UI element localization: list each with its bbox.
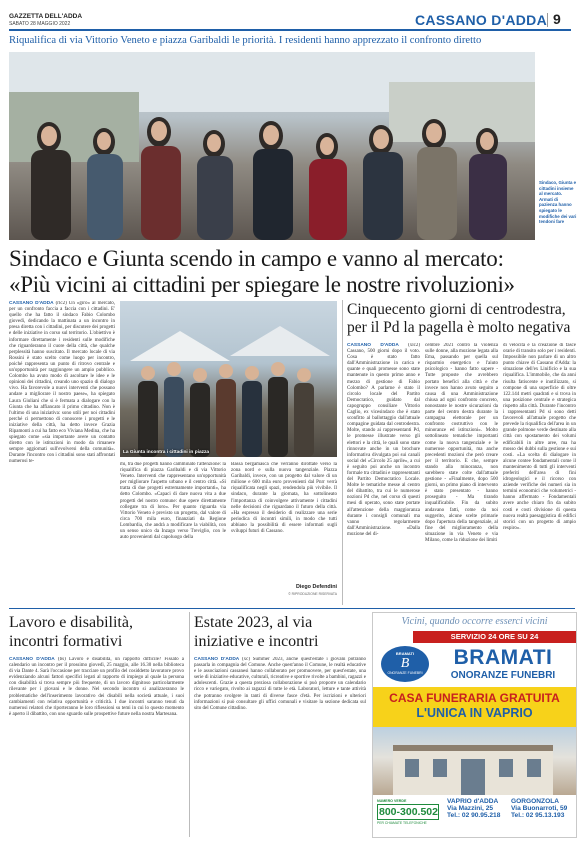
ad-service-banner: SERVIZIO 24 ORE SU 24	[413, 631, 576, 643]
ad-loc1-tel: Tel.: 02 90.95.218	[447, 812, 501, 819]
main-article-author: Diego Defendini	[295, 584, 337, 590]
crowd-illustration	[9, 52, 535, 240]
ad-logo	[381, 646, 429, 682]
main-article-col-3-text: Bassa bergamasca che verranno dirottate verso la zona nord e sulla nuova tangenziale. Piazza Garibaldi, invece, con un progetto dal valore di un milione e 600 mila euro provenienti dal Pnrr verrà riqualificata negli spazi, rendendola più vivibile. Il sindaco, durante la giornata, ha sottolineato l'importanza di coinvolgere attivamente i cittadini nelle decisioni che riguardano il futuro della città. «Ha espresso il desiderio di realizzare una serie periodica di incontri simili, in modo che tutti abbiano la possibilità di essere informati sugli sviluppi futuri di Cassano.	[231, 462, 337, 535]
ad-green-number: 800-300.502	[379, 806, 438, 818]
bottom-section-rule	[9, 608, 575, 609]
centrodestra-title-line-1: Cinquecento giorni di centrodestra,	[347, 301, 566, 318]
estate-title-line-1: Estate 2023, al via	[194, 614, 313, 631]
paper-name: GAZZETTA DELL'ADDA	[9, 13, 83, 20]
giunta-photo	[120, 301, 337, 457]
main-article-rights: © RIPRODUZIONE RISERVATA	[288, 592, 337, 596]
headline-line-2: «Più vicini ai cittadini per spiegare le nostre rivoluzioni»	[9, 272, 515, 297]
kicker: Riqualifica di via Vittorio Veneto e piazza Garibaldi le priorità. I residenti hanno apprezzato il confronto diretto	[9, 35, 482, 46]
ad-location-gorgonzola	[511, 798, 575, 819]
headline	[9, 246, 575, 298]
ad-location-vaprio	[447, 798, 509, 819]
main-article-col-1-text: (rlc2) Un «giro» al mercato, per un confronto faccia a faccia con i cittadini. E' quello che ha fatto il sindaco Fabio Colombo giovedì, dedicando la mattinata a un incontro in presa diretta con i cittadini, per discutere dei progetti e delle iniziative in corso sul territorio. L'obiettivo è informare direttamente i residenti sulle modifiche che riguarderanno il cuore della città, che qualche perplessità hanno suscitato. Il mercato locale di via Rossini è stato scelto come luogo per incontro, poiché rappresenta un punto di ritrovo centrale e un'opportunità per raggiungere un ampio pubblico. Colombo ha avuto modo di ascoltare le idee e le opinioni dei cittadini, creando uno spazio di dialogo vivo. Ha favorevole a nuovi interventi che possano andare a migliorare il nostro paese», ha spiegato Laura Giuliani che si è fermata a dialogare con la Giunta che ha affiancato il primo cittadino. Non è l'ultimo di una iniziativa: sono utili per noi cittadini perché ci permettono di conoscere i progetti e le iniziative della città, ha detto invece Grazia Ripamonti a cui ha fatto eco Viviana Medina, che ha spiegato come «sia importante avere un contatto diretto con le istituzioni in modo da rimanere sempre aggiornati sull'evolversi della comunità». Durante l'incontro con i cittadini sono stati affrontati numerosi te-	[9, 301, 115, 465]
ad-line-1: CASA FUNERARIA GRATUITA	[389, 691, 560, 705]
ad-contacts	[373, 795, 576, 837]
market-crowd-photo	[9, 52, 535, 240]
ad-loc2-city: GORGONZOLA	[511, 798, 559, 805]
centrodestra-col-1	[347, 343, 420, 605]
centrodestra-tag: CASSANO D'ADDA	[347, 343, 399, 348]
page-number: 9	[553, 11, 561, 27]
estate-title	[194, 613, 374, 651]
ad-brand: BRAMATI	[453, 646, 553, 669]
main-article-tag: CASSANO D'ADDA	[9, 301, 54, 306]
lavoro-title-line-1: Lavoro e disabilità,	[9, 614, 133, 631]
ad-green-label-top: NUMERO VERDE	[377, 799, 407, 803]
lavoro-text: (bs) Lavoro e disabilità, un rapporto difficile? Fissato a calendario un incontro per il prossimo giovedì, 25 maggio, alle 16.30 nella biblioteca di via Dante 4. Sarà l'occasione per tracciare un profilo del cosiddetto lavoratore provo evidenziando alcuni fattori specifici legati al rapporto di impiego al quale la persona con disabilità si trova sempre più frequente, di un lavoro dignitoso particolarmente rilevante per i giovani e le donne. Nel secondo incontro si analizzeranno le problematiche dell'inserimento lavorativo dei disabili nella società attuale, i suoi cambiamenti con relativa opportunità e criticità. I due incontri saranno tenuti da numerosi relatori che riporteranno le loro riflessioni su temi in cui lo questo momento è aperto il dibattito, con uno sguardo sulle prospettive future nella nostra Martesana.	[9, 657, 184, 717]
ad-loc2-addr: Via Buonarroti, 59	[511, 805, 568, 812]
ad-green-label-bottom: PER CHIAMATE TELEFONICHE	[377, 821, 427, 825]
lavoro-title	[9, 613, 189, 651]
ad-yellow-band	[373, 687, 576, 727]
estate-text: (xc) Summer 2023, anche quest'estate i giovani potranno passarla in compagnia del Comune. Anche quest'anno il Comune, le realtà educative e le associazioni cassanesi hanno collaborato per promuovere, per quest'estate, una serie di iniziative educative, culturali, ricreative e sportive rivolte a bambini, ragazzi e adolescenti. Grazie a questa preziosa collaborazione si può proporre un calendario ricco e variegato, rivolto ai ragazzi di tutte le età. Laboratori, letture e tante attività che potranno svolgere in tanti di diverse fasce d'età. Per iscrizioni e ulteriori informazioni si può consultare gli uffici comunali e visitare la sezione dedicata sul sito del Comune cittadino.	[194, 657, 366, 711]
centrodestra-col-3-text: di velocità e la creazione di fasce orarie di transito solo per i residenti. Impossibile non parlare di un altro punto chiave di Cassano d'Adda: la situazione dell'ex Linificio e la sua riqualifica. L'immobile, che da anni risulta fatiscente e inutilizzato, si compone di una superficie di oltre 122.144 metri quadrati e si trova in una posizione centrale e strategica rispetto alla città. Durante l'incontro i rappresentanti Pd si sono detti favorevoli all'attuale progetto che prevede la riqualifica dell'area in un grande polmone verde destinato alla città con spostamento dei volumi edificabili in altre aree, ma ha mosso dei dubbi sulla gestione e sui costi. «La scelta di dialogare in alcune contee fondamentali come il mantenimento di tutti gli interventi preferiti dell'area di fini idrogeologici e il ricorso con aziende verifiche dei numeri sia in termini economici che volumetrici - hanno affermato - Fondamentali avere anche chiaro fin da subito costi e costi divisione di questa nuova realtà paesaggistica di edifici storici con un progetto di ampio respiro».	[503, 343, 576, 531]
masthead-rule	[9, 29, 571, 31]
main-article-col-1	[9, 301, 115, 601]
lavoro-estate-divider	[189, 612, 190, 837]
ad-logo-bottom: ONORANZE FUNEBRI	[387, 671, 423, 675]
main-article-col-2	[120, 462, 226, 601]
building-illustration	[373, 727, 576, 795]
section-name: CASSANO D'ADDA	[415, 12, 547, 28]
ad-loc1-city: VAPRIO d'ADDA	[447, 798, 499, 805]
lavoro-tag: CASSANO D'ADDA	[9, 657, 55, 662]
lavoro-title-line-2: incontri formativi	[9, 633, 123, 650]
centrodestra-title	[347, 301, 575, 337]
centrodestra-left-rule	[342, 300, 343, 605]
ad-building-photo	[373, 727, 576, 795]
main-article-col-2-text: mi, tra due progetti hanno camminato l'attenzione: la riqualifica di piazza Garibaldi e di via Vittorio Veneto. Interventi che rappresentano un'opportunità per migliorare l'aspetto urbano e il centro città. «Si tratta di due progetti estremamente importanti», ha detto Colombo. «Capaci di dare nuova vita a due progetti del nostro comune: due opere direttamente collegate tra di loro». Per quanto riguarda via Vittorio Veneto è previsto un progetto, dal valore di circa 700 mila euro, finanziati da Regione Lombardia, che andrà a modificare la viabilità, con un senso unico da Inzago verso Treviglio, con le auto provenienti dal capoluogo della	[120, 462, 226, 541]
ad-brand-sub: ONORANZE FUNEBRI	[450, 670, 556, 681]
estate-body	[194, 657, 366, 837]
giunta-illustration	[120, 301, 337, 457]
ad-logo-top: BRAMATI	[395, 651, 415, 656]
ad-logo-letter: B	[400, 656, 410, 671]
centrodestra-title-line-2: per il Pd la pagella è molto negativa	[347, 319, 571, 336]
centrodestra-col-2-text: cembre 2021 contro la violenza sulle donne, alla mozione legata alla Ema, passando per quella sul risparmio energetico e l'aiuto psicologico - hanno fatto sapere - Tutte proposte che avrebbero portato benefici alla città e che invece non hanno avuto seguito a causa di una Amministrazione chiusa ad ogni confronto concreto, nonostante le nostre sicurazioni da parte del centro destra durante la campagna elettorale per un confronto costruttivo con le minoranze ed istituzioni». Molto sottolineato tematiche importanti come la nuova tangenziale e le numerose opportunità, ma anche precedenti mozioni che però creare per il territorio. E che, sempre stando alla minoranza, non sarebbero state colte dall'attuale gestione - «Finalmente, dopo 500 giorni, un primo piano di intervento è stato presentato - hanno proseguito - Ma tirando inqualificabile. Fin da subito andavano fatti, come da noi suggerito, alcune scelte primarie dopo l'apertura della tangenziale, al fine del miglioramento della situazione in via Veneto e via Milano, come la riduzione dei limiti	[425, 343, 498, 543]
bramati-ad	[372, 612, 577, 838]
estate-title-line-2: iniziative e incontri	[194, 633, 319, 650]
headline-line-1: Sindaco e Giunta scendo in campo e vanno al mercato:	[9, 246, 504, 271]
ad-line-2: L'UNICA IN VAPRIO	[416, 706, 533, 720]
estate-tag: CASSANO D'ADDA	[194, 657, 240, 662]
ad-slogan: Vicini, quando occorre esserci vicini	[401, 616, 548, 627]
lavoro-body	[9, 657, 184, 837]
giunta-photo-caption: La Giunta incontra i cittadini in piazza	[123, 450, 210, 455]
page-number-divider	[547, 13, 548, 27]
centrodestra-col-2	[425, 343, 498, 605]
centrodestra-col-3	[503, 343, 576, 605]
ad-loc1-addr: Via Mazzini, 25	[447, 805, 494, 812]
centrodestra-col-1-text: (xlc2) Cassano, 500 giorni dopo il voto. Cosa è stato fatto dall'Amministrazione in carica e quante e quali promesse sono state mantenute in questo primo anno e mezzo di gestione di Fabio Colombo? A parlarne è stato il circolo locale del Partito Democratico, guidato dal capogruppo consiliare Vittorio Caglio, ex vicesindaco che è stato sconfitto al ballottaggio dall'attuale compagine guidata dal centrodestra. Molte, stando ai rappresentanti Pd, le promesse illustrate verso gli elettori e la città, le quali sono state rinnovate anche in un brochure informativa divulgata poi sui canali social del «Circolo 25 aprile», a cui è seguito poi anche un incontro formale tra cittadini e rappresentanti del Partito Democratico Locale. Molte le tematiche messe al centro del dibattito, tra cui le numerose nozioni Pd che, nel corso di questi mesi di operato, sono state portate all'attenzione della maggioranza durante i consigli comunali ma vanno regolarmente dall'Amministrazione. «Dalla mozione del di-	[347, 343, 420, 537]
ad-green-number-box	[377, 799, 439, 832]
issue-date: SABATO 28 MAGGIO 2022	[9, 21, 71, 27]
top-photo-caption: Sindaco, Giunta e cittadini insieme al mercato. Armati di pazienza hanno spiegato le modifiche dei vari tendoni fare	[539, 180, 577, 225]
main-article-col-3	[231, 462, 337, 582]
ad-loc2-tel: Tel.: 02 95.13.193	[511, 812, 565, 819]
